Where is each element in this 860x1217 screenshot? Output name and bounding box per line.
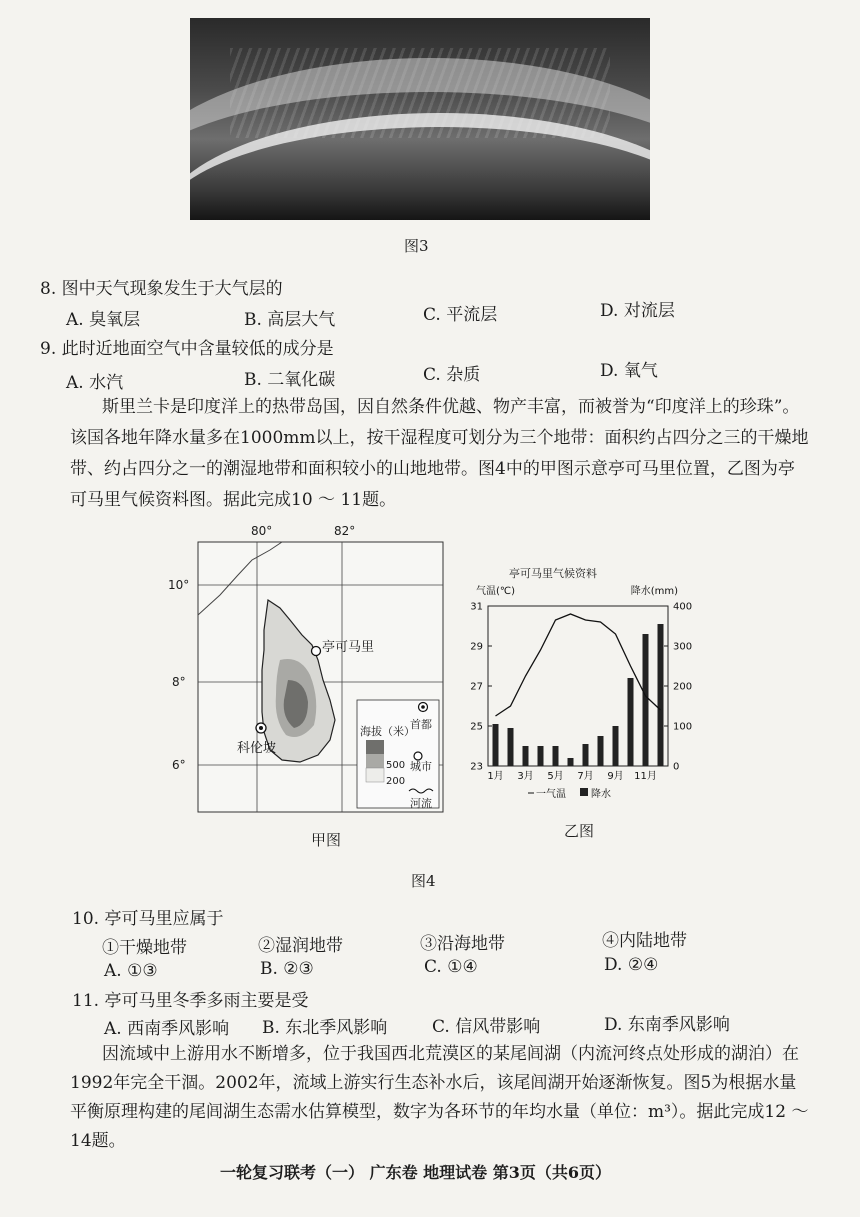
legend-200: 200 — [386, 776, 406, 787]
legend-city-icon — [414, 752, 422, 760]
lat-label-8: 8° — [172, 675, 186, 689]
legend-title: 海拔（米） — [360, 725, 415, 738]
legend-temp-label: 一气温 — [536, 789, 566, 800]
legend-precip-label: 降水 — [591, 789, 611, 800]
precip-bar — [538, 746, 544, 766]
question-8-option-b: B. 高层大气 — [244, 310, 336, 330]
left-axis-label: 气温(℃) — [476, 586, 516, 597]
colombo-label: 科伦坡 — [237, 741, 277, 756]
question-8-option-c: C. 平流层 — [423, 305, 498, 325]
question-10-item-3: ③沿海地带 — [420, 934, 505, 954]
legend-precip-swatch — [580, 788, 588, 796]
question-9-option-b: B. 二氧化碳 — [244, 370, 336, 390]
precip-bar — [658, 624, 664, 766]
precip-tick-label: 400 — [673, 601, 693, 613]
question-9-option-d: D. 氧气 — [600, 361, 658, 381]
trincomalee-marker — [312, 647, 321, 656]
figure4-caption: 图4 — [411, 872, 436, 890]
precip-tick-label: 300 — [673, 641, 693, 653]
figure3-photo — [190, 18, 650, 220]
legend-city-label: 城市 — [410, 760, 432, 773]
question-8-stem: 8. 图中天气现象发生于大气层的 — [40, 279, 283, 299]
figure3-caption: 图3 — [404, 237, 429, 255]
precip-bar — [583, 744, 589, 766]
question-10-item-4: ④内陆地带 — [602, 931, 687, 951]
question-8-option-d: D. 对流层 — [600, 301, 675, 321]
question-9-option-a: A. 水汽 — [66, 373, 124, 393]
precip-bar — [643, 634, 649, 766]
legend-500: 500 — [386, 760, 406, 771]
temp-tick-label: 23 — [470, 761, 483, 773]
question-11-option-c: C. 信风带影响 — [432, 1017, 541, 1037]
legend-swatch-low — [366, 768, 384, 782]
question-11-option-a: A. 西南季风影响 — [104, 1019, 230, 1039]
precip-tick-label: 0 — [673, 761, 680, 773]
page-footer: 一轮复习联考（一） 广东卷 地理试卷 第3页（共6页） — [220, 1163, 611, 1182]
legend-swatch-200 — [366, 754, 384, 768]
x-tick-label: 1月 — [487, 771, 504, 782]
temp-tick-label: 29 — [470, 641, 483, 653]
question-9-stem: 9. 此时近地面空气中含量较低的成分是 — [40, 339, 334, 359]
legend-swatch-500 — [366, 740, 384, 754]
precip-bar — [568, 758, 574, 766]
legend-capital-label: 首都 — [410, 718, 432, 731]
question-10-option-d: D. ②④ — [604, 955, 659, 975]
precip-bar — [508, 728, 514, 766]
question-10-option-a: A. ①③ — [104, 961, 158, 981]
precip-bar — [613, 726, 619, 766]
map-caption: 甲图 — [311, 831, 342, 849]
question-10-option-b: B. ②③ — [260, 959, 314, 979]
precip-tick-label: 200 — [673, 681, 693, 693]
x-tick-label: 5月 — [547, 771, 564, 782]
precip-tick-label: 100 — [673, 721, 693, 733]
question-11-option-d: D. 东南季风影响 — [604, 1015, 730, 1035]
passage-2: 因流域中上游用水不断增多，位于我国西北荒漠区的某尾闾湖（内流河终点处形成的湖泊）在1992年完全干涸。2002年，流域上游实行生态补水后，该尾闾湖开始逐渐恢复。图5为根据水量平衡原理构建的尾闾湖生态需水估算模型，数字为各环节的年均水量（单位：m³）。据此完成12 ～ 14题。 — [70, 1044, 809, 1151]
sri-lanka-map — [190, 520, 450, 825]
lon-label-82: 82° — [334, 524, 356, 538]
temp-tick-label: 31 — [470, 601, 483, 613]
legend-river-label: 河流 — [410, 797, 432, 810]
question-10-stem: 10. 亭可马里应属于 — [72, 909, 224, 929]
right-axis-label: 降水(mm) — [630, 586, 678, 597]
x-tick-label: 7月 — [577, 771, 594, 782]
question-11-stem: 11. 亭可马里冬季多雨主要是受 — [72, 991, 309, 1011]
lat-label-6: 6° — [172, 758, 186, 772]
lat-label-10: 10° — [168, 578, 190, 592]
temp-tick-label: 27 — [470, 681, 483, 693]
question-8-option-a: A. 臭氧层 — [66, 310, 141, 330]
temperature-line — [496, 614, 661, 716]
climate-chart — [462, 580, 694, 802]
question-10-item-2: ②湿润地带 — [258, 936, 343, 956]
precip-bar — [598, 736, 604, 766]
lon-label-80: 80° — [251, 524, 273, 538]
trincomalee-label: 亭可马里 — [322, 640, 375, 655]
question-10-item-1: ①干燥地带 — [102, 938, 187, 958]
chart-caption: 乙图 — [564, 822, 595, 840]
x-tick-label: 3月 — [517, 771, 534, 782]
precip-bar — [553, 746, 559, 766]
chart-title: 亭可马里气候资料 — [509, 567, 597, 580]
x-tick-label: 11月 — [634, 771, 657, 782]
precip-bar — [523, 746, 529, 766]
passage-1: 斯里兰卡是印度洋上的热带岛国，因自然条件优越、物产丰富，而被誉为“印度洋上的珍珠”。该国各地年降水量多在1000mm以上，按干湿程度可划分为三个地带：面积约占四分之三的干燥地带、约占四分之一的潮湿地带和面积较小的山地地带。图4中的甲图示意亭可马里位置，乙图为亭可马里气候资料图。据此完成10 ～ 11题。 — [70, 397, 809, 510]
question-11-option-b: B. 东北季风影响 — [262, 1018, 388, 1038]
precip-bar — [628, 678, 634, 766]
precip-bar — [493, 724, 499, 766]
x-tick-label: 9月 — [607, 771, 624, 782]
temp-tick-label: 25 — [470, 721, 483, 733]
question-9-option-c: C. 杂质 — [423, 365, 481, 385]
question-10-option-c: C. ①④ — [424, 957, 478, 977]
